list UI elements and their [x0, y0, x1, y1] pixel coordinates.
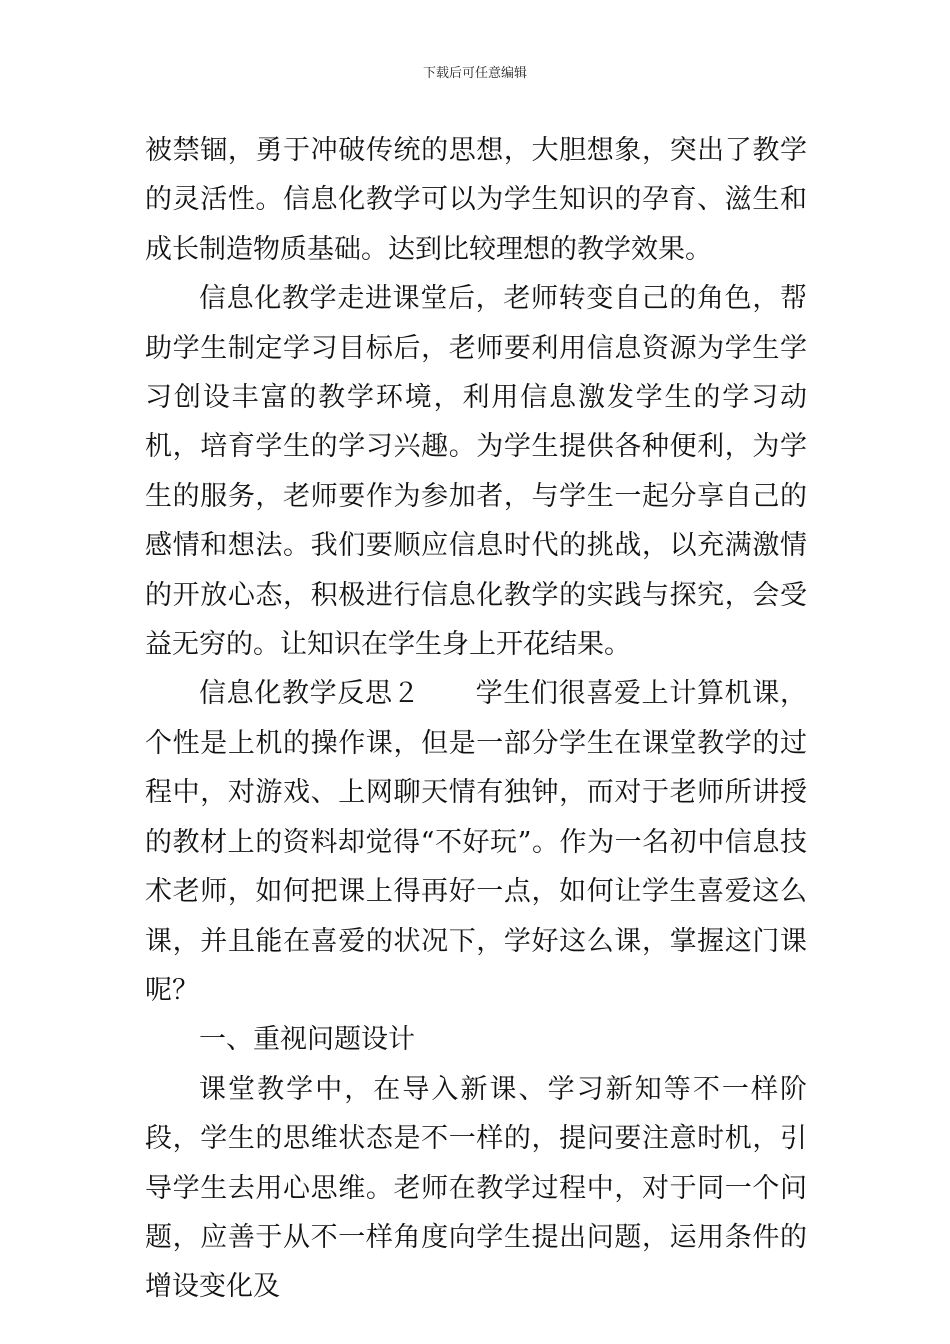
paragraph-reflection-2: 信息化教学反思２ 学生们很喜爱上计算机课，个性是上机的操作课，但是一部分学生在课堂教学的过程中，对游戏、上网聊天情有独钟，而对于老师所讲授的教材上的资料却觉得“不好玩”。作为一名初中信息技术老师，如何把课上得再好一点，如何让学生喜爱这么课，并且能在喜爱的状况下，学好这么课，掌握这门课呢？ — [145, 678, 807, 1006]
page-header: 下载后可任意编辑 — [422, 66, 527, 81]
section-heading-question-design: 一、重视问题设计 — [199, 1024, 415, 1056]
paragraph-teacher-role: 信息化教学走进课堂后，老师转变自己的角色，帮助学生制定学习目标后，老师要利用信息资源为学生学习创设丰富的教学环境，利用信息激发学生的学习动机，培育学生的学习兴趣。为学生提供各种便利，为学生的服务，老师要作为参加者，与学生一起分享自己的感情和想法。我们要顺应信息时代的挑战，以充满激情的开放心态，积极进行信息化教学的实践与探究，会受益无穷的。让知识在学生身上开花结果。 — [145, 283, 807, 661]
paragraph-classroom-teaching: 课堂教学中，在导入新课、学习新知等不一样阶段，学生的思维状态是不一样的，提问要注意时机，引导学生去用心思维。老师在教学过程中，对于同一个问题，应善于从不一样角度向学生提出问题，运用条件的增设变化及 — [145, 1073, 807, 1303]
paragraph-continuation: 被禁锢，勇于冲破传统的思想，大胆想象，突出了教学的灵活性。信息化教学可以为学生知识的孕育、滋生和成长制造物质基础。达到比较理想的教学效果。 — [145, 135, 807, 265]
document-body — [145, 126, 807, 1312]
